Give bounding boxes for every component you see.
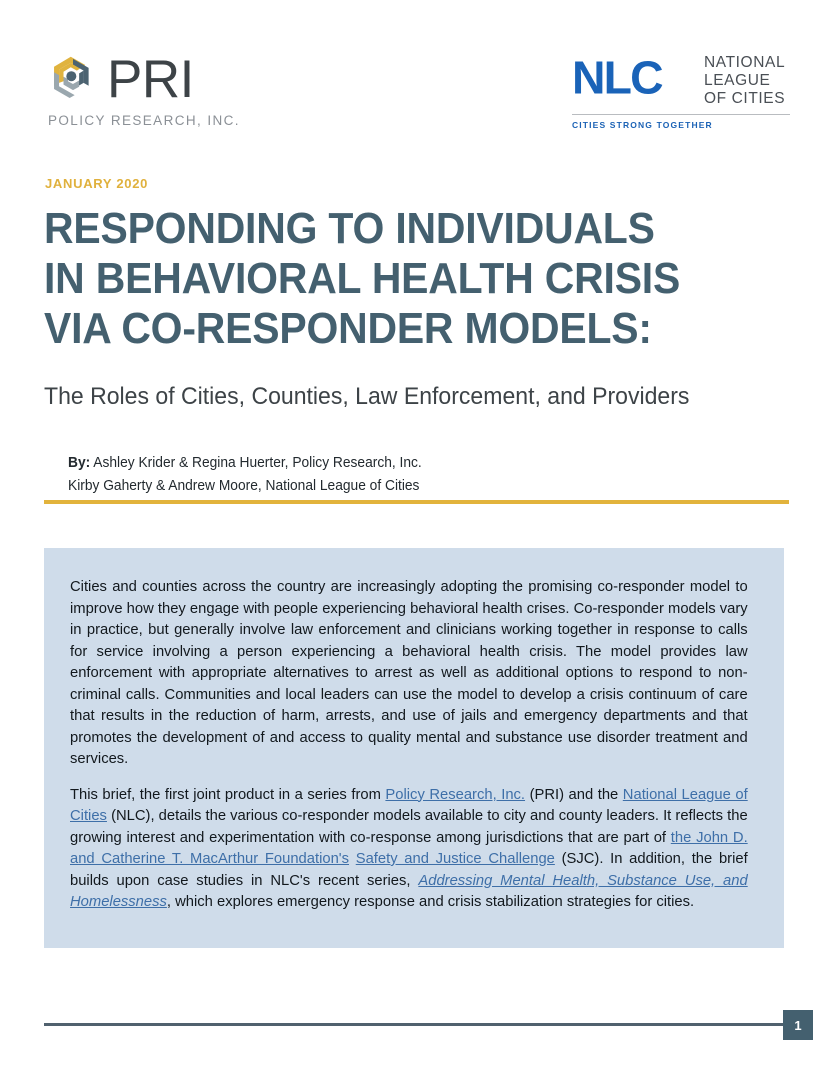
link-national-league-of-cities[interactable]: National League of Cities — [70, 785, 748, 824]
p2-text-1: This brief, the first joint product in a series from — [70, 785, 386, 803]
page-number-badge: 1 — [783, 1010, 813, 1040]
p2-text-2: (PRI) and the — [525, 785, 623, 803]
nlc-wordmark-icon — [572, 52, 694, 106]
abstract-paragraph-1: Cities and counties across the country are increasingly adopting the promising co-responder model to improve how they engage with people experiencing behavioral health crises. Co-responder models vary in practice, but generally involve law enforcement and clinicians working together in response to calls for service involving a person experiencing a behavioral health crisis. The model provides law enforcement with appropriate alternatives to arrest as well as additional options to respond to non-criminal calls. Communities and local leaders can use the model to develop a crisis continuum of care that results in the reduction of harm, arrests, and use of jails and emergency departments and that promotes the development of and access to quality mental and substance use disorder treatment and services. — [70, 578, 748, 767]
nlc-tagline: CITIES STRONG TOGETHER — [572, 120, 713, 130]
svg-text:NLC: NLC — [572, 52, 662, 104]
page-subtitle: The Roles of Cities, Counties, Law Enforcement, and Providers — [44, 383, 690, 410]
pri-wordmark: PRI — [107, 49, 194, 109]
header — [0, 42, 833, 142]
publication-date: JANUARY 2020 — [45, 176, 149, 191]
footer-divider — [44, 1023, 789, 1026]
pri-tagline: POLICY RESEARCH, INC. — [48, 113, 240, 128]
abstract-box — [44, 548, 784, 948]
byline-label: By: — [68, 455, 91, 471]
p2-text-6: , which explores emergency response and crisis stabilization strategies for cities. — [166, 893, 695, 910]
p2-text-5: (SJC). In addition, the brief builds upon case studies in NLC's recent series, — [70, 850, 748, 889]
byline-authors-pri: Ashley Krider & Regina Huerter, Policy Research, Inc. — [90, 455, 422, 471]
nlc-name — [704, 54, 785, 108]
nlc-logo — [572, 52, 790, 130]
abstract-paragraph-2 — [70, 784, 748, 913]
pri-logo-row — [45, 50, 194, 108]
gold-divider — [44, 500, 789, 504]
nlc-name-line-1: NATIONAL — [704, 54, 786, 71]
byline-line-2: Kirby Gaherty & Andrew Moore, National League of Cities — [68, 478, 420, 494]
nlc-divider — [572, 114, 790, 115]
pri-logo — [45, 50, 240, 128]
pri-hex-spiral-icon — [45, 50, 101, 108]
nlc-name-line-3: OF CITIES — [704, 90, 786, 107]
link-safety-and-justice-challenge[interactable]: Safety and Justice Challenge — [355, 850, 555, 867]
nlc-logo-row — [572, 52, 790, 108]
byline — [68, 452, 422, 498]
link-policy-research-inc[interactable]: Policy Research, Inc. — [385, 785, 526, 803]
link-macarthur-foundation[interactable]: the John D. and Catherine T. MacArthur Foundation's — [70, 828, 748, 867]
link-addressing-mental-health-series[interactable]: Addressing Mental Health, Substance Use, and Homelessness — [70, 871, 748, 910]
nlc-name-line-2: LEAGUE — [704, 72, 771, 89]
page-title: RESPONDING TO INDIVIDUALS IN BEHAVIORAL HEALTH CRISIS VIA CO-RESPONDER MODELS: — [44, 204, 681, 353]
byline-line-1 — [68, 452, 422, 475]
p2-text-3: (NLC), details the various co-responder models available to city and county leaders. It reflects the growing interest and experimentation with co-response among jurisdictions that are part of — [70, 807, 748, 846]
